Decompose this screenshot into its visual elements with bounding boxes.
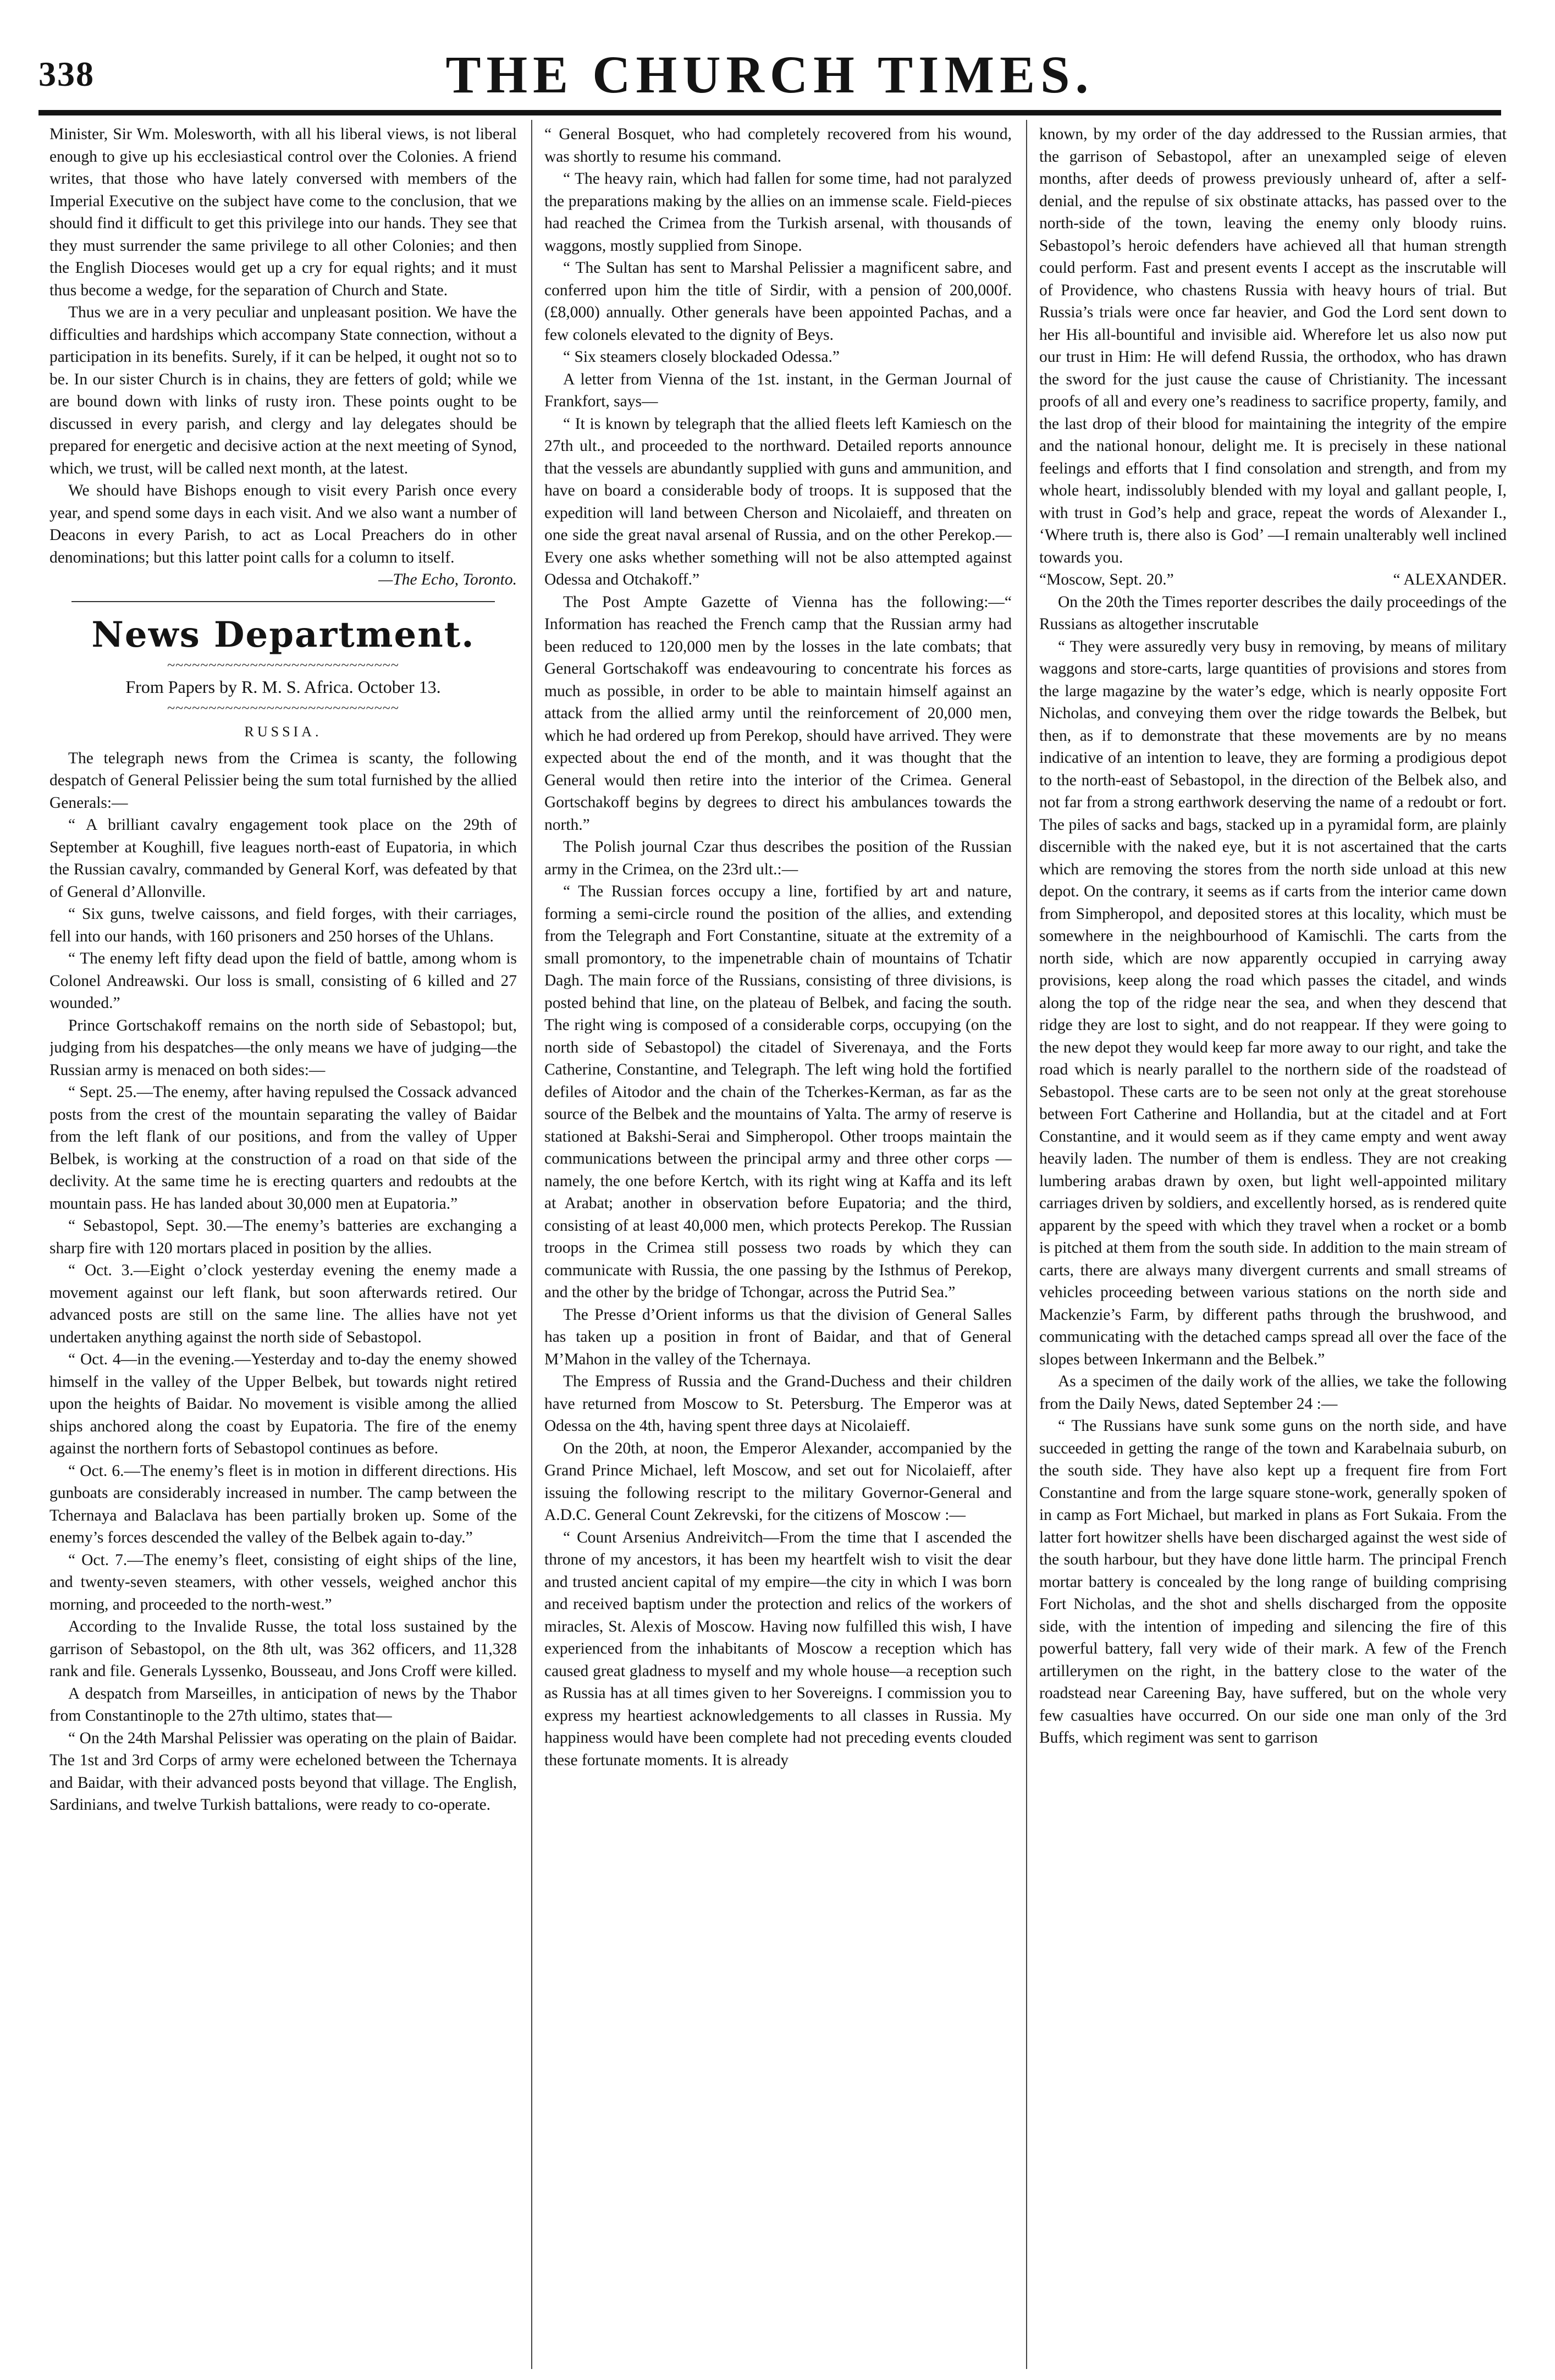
article-paragraph: “ Oct. 4—in the evening.—Yesterday and to-day the enemy showed himself in the valley of the Upper Belbek, but towards night retired upon the heights of Baidar. No movement is visible among the allied ships anchored along the coast by Eupatoria. The fire of the enemy against the northern forts of Sebastopol continues as before. [49,1351,517,1457]
article-paragraph: The Empress of Russia and the Grand-Duchess and their children have returned from Moscow to St. Petersburg. The Emperor was at Odessa on the 4th, having spent three days at Nicolaieff. [544,1373,1012,1435]
page-number: 338 [38,54,95,93]
article-paragraph: “ It is known by telegraph that the allied fleets left Kamiesch on the 27th ult., and proceeded to the northward. Detailed reports announce that the vessels are abundantly supplied with guns and ammunition, and have on board a considerable body of troops. It is supposed that the expedition will land between Cherson and Nicolaieff, and threaten on one side the great naval arsenal of Russia, and on the other Perekop.—Every one asks whether something will not be also attempted against Odessa and Otchakoff.” [544,415,1012,588]
signature-name: “ ALEXANDER. [1393,571,1507,588]
article-paragraph: “ General Bosquet, who had completely recovered from his wound, was shortly to resume his command. [544,125,1012,166]
signature-place-date: “Moscow, Sept. 20.” [1039,571,1174,588]
article-paragraph: “ The Russian forces occupy a line, fortified by art and nature, forming a semi-circle round the position of the allies, and extending from the Telegraph and Fort Constantine, situate at the extremity of a small promontory, to the impenetrable chain of mountains of Tchatir Dagh. The main force of the Russians, consisting of three divisions, is posted behind that line, on the plateau of Belbek, and facing the south. The right wing is composed of a considerable corps, occupying (on the north side of Sebastopol) the citadel of Siverenaya, and the Forts Catherine, Constantine, and Telegraph. The left wing hold the fortified defiles of Aitodor and the chain of the Tcherkes-Kerman, as far as the source of the Belbek and the mountains of Yalta. The army of reserve is stationed at Bakshi-Serai and Simpheropol. Other troops maintain the communications between the principal army and three other corps —namely, the one before Kertch, with its right wing at Kaffa and its left at Arabat; another in observation before Eupatoria; and the third, consisting of at least 40,000 men, which protects Perekop. The Russian troops in the Crimea still possess two roads by which they can communicate with Russia, the one passing by the Isthmus of Perekop, and the other by the bridge of Tchongar, across the Putrid Sea.” [544,883,1012,1301]
article-paragraph: “ Six guns, twelve caissons, and field forges, with their carriages, fell into our hands, with 160 prisoners and 250 horses of the Uhlans. [49,905,517,945]
article-paragraph: Minister, Sir Wm. Molesworth, with all his liberal views, is not liberal enough to give up his ecclesiastical control over the Colonies. A friend writes, that those who have lately conversed with members of the Imperial Executive on the subject have come to the conclusion, that we should find it difficult to get this privilege into our hands. They see that they must surrender the same privilege to all other Colonies; and then the English Dioceses would get up a cry for equal rights; and it must thus become a wedge, for the separation of Church and State. [49,125,517,299]
ornamental-rule: ~~~~~~~~~~~~~~~~~~~~~~~~~~~~ [167,657,399,673]
article-paragraph: A despatch from Marseilles, in anticipation of news by the Thabor from Constantinople to the 27th ultimo, states that— [49,1684,517,1725]
ornamental-rule: ~~~~~~~~~~~~~~~~~~~~~~~~~~~~ [167,699,399,716]
article-paragraph: We should have Bishops enough to visit every Parish once every year, and spend some days in each visit. And we also want a number of Deacons in every Parish, to act as Local Preachers do in other denominations; but this latter point calls for a column to itself. [49,482,517,566]
news-source-line: From Papers by R. M. S. Africa. October 13. [125,676,441,697]
article-paragraph: The telegraph news from the Crimea is scanty, the following despatch of General Pelissier being the sum total furnished by the allied Generals:— [49,749,517,812]
article-paragraph: “ The enemy left fifty dead upon the field of battle, among whom is Colonel Andreawski. Our loss is small, consisting of 6 killed and 27 wounded.” [49,950,517,1012]
article-paragraph: “ On the 24th Marshal Pelissier was operating on the plain of Baidar. The 1st and 3rd Corps of army were echeloned between the Tchernaya and Baidar, with their advanced posts beyond that village. The English, Sardinians, and twelve Turkish battalions, were ready to co-operate. [49,1729,517,1814]
article-paragraph: “ Oct. 7.—The enemy’s fleet, consisting of eight ships of the line, and twenty-seven steamers, with other vessels, weighed anchor this morning, and proceeded to the north-west.” [49,1551,517,1613]
article-paragraph: “ Six steamers closely blockaded Odessa.” [563,348,840,366]
article-paragraph: The Post Ampte Gazette of Vienna has the following:—“ Information has reached the French camp that the Russian army had been reduced to 120,000 men by the losses in the late combats; that General Gortschakoff was endeavouring to concentrate his forces as much as possible, in order to be able to maintain himself against an attack from the allied army until the reinforcement of 20,000 men, which he had ordered up from Perekop, should have arrived. They were expected about the end of the month, and it was thought that the General would then retire into the interior of the Crimea. General Gortschakoff begins by degrees to direct his ambulances towards the north.” [544,593,1012,834]
column-middle [544,123,1012,2361]
article-paragraph: The Polish journal Czar thus describes the position of the Russian army in the Crimea, on the 23rd ult.:— [544,838,1012,878]
rescript-signature [1039,569,1507,591]
column-divider [1026,120,1027,2369]
article-paragraph: On the 20th the Times reporter describes the daily proceedings of the Russians as altogether inscrutable [1039,593,1507,633]
article-paragraph: A letter from Vienna of the 1st. instant, in the German Journal of Frankfort, says— [544,370,1012,410]
article-paragraph: According to the Invalide Russe, the total loss sustained by the garrison of Sebastopol, on the 8th ult, was 362 officers, and 11,328 rank and file. Generals Lyssenko, Bousseau, and Jons Croff were killed. [49,1618,517,1680]
article-paragraph: “ Oct. 6.—The enemy’s fleet is in motion in different directions. His gunboats are considerably increased in number. The camp between the Tchernaya and Balaclava has been partially broken up. Some of the enemy’s forces descended the valley of the Belbek again to-day.” [49,1462,517,1546]
article-paragraph: “ Oct. 3.—Eight o’clock yesterday evening the enemy made a movement against our left flank, but soon afterwards retired. Our advanced posts are still on the same line. The allies have not yet undertaken anything against the north side of Sebastopol. [49,1261,517,1346]
section-heading-russia: RUSSIA. [244,723,322,740]
section-rule [71,601,495,602]
article-paragraph: “ The Russians have sunk some guns on the north side, and have succeeded in getting the range of the town and Karabelnaia suburb, on the south side. They have also kept up a frequent fire from Fort Constantine and from the large square stone-work, generally spoken of in camp as Fort Michael, but marked in plans as Fort Sukaia. From the latter fort howitzer shells have been discharged against the west side of the south harbour, but they have done little harm. The principal French mortar battery is concealed by the long range of building comprising Fort Nicholas, and the shot and shells discharged from the opposite side, with the intention of impeding and silencing the fire of this powerful battery, fall very wide of their mark. A few of the French artillerymen on the right, in the battery close to the water of the roadstead near Careening Bay, have suffered, but on the whole very few casualties have occurred. On our side one man only of the 3rd Buffs, which regiment was sent to garrison [1039,1417,1507,1747]
article-paragraph: “ The heavy rain, which had fallen for some time, had not paralyzed the preparations making by the allies on an immense scale. Field-pieces had reached the Crimea from the Turkish arsenal, with thousands of waggons, mostly supplied from Sinope. [544,170,1012,255]
article-paragraph: The Presse d’Orient informs us that the division of General Salles has taken up a position in front of Baidar, and that of General M’Mahon in the valley of the Tchernaya. [544,1305,1012,1368]
article-paragraph: “ The Sultan has sent to Marshal Pelissier a magnificent sabre, and conferred upon him the title of Sirdir, with a pension of 200,000f. (£8,000) annually. Other generals have been appointed Pachas, and a few colonels elevated to the dignity of Beys. [544,259,1012,344]
article-paragraph: On the 20th, at noon, the Emperor Alexander, accompanied by the Grand Prince Michael, left Moscow, and set out for Nicolaieff, after issuing the following rescript to the military Governor-General and A.D.C. General Count Zekrevski, for the citizens of Moscow :— [544,1439,1012,1524]
article-paragraph: Thus we are in a very peculiar and unpleasant position. We have the difficulties and hardships which accompany State connection, without a participation in its benefits. Surely, if it can be helped, it ought not so to be. In our sister Church is in chains, they are fetters of gold; while we are bound down with links of rusty iron. These points ought to be discussed in every parish, and clergy and lay delegates should be prepared for energetic and decisive action at the next meeting of Synod, which, we trust, will be called next month, at the latest. [49,304,517,477]
column-right [1039,123,1507,2361]
news-department-heading: News Department. [91,614,475,655]
article-paragraph: “ Sept. 25.—The enemy, after having repulsed the Cossack advanced posts from the crest of the mountain separating the valley of Baidar from the left flank of our positions, and from the valley of Upper Belbek, is working at the construction of a road on that side of the declivity. At the same time he is erecting quarters and redoubts at the mountain pass. He has landed about 30,000 men at Eupatoria.” [49,1083,517,1213]
newspaper-title: THE CHURCH TIMES. [445,45,1094,104]
masthead-rule [38,110,1501,115]
article-paragraph: “ They were assuredly very busy in removing, by means of military waggons and store-carts, large quantities of provisions and stores from the large magazine by the water’s edge, which is nearly opposite Fort Nicholas, and conveying them over the ridge towards the Belbek, but then, as if to demonstrate that these movements are by no means indicative of an intention to leave, they are forming a prodigious depot to the north-east of Sebastopol, in the direction of the Belbek also, and not far from a strong earthwork deserving the name of a redoubt or fort. The piles of sacks and bags, stacked up in a pyramidal form, are plainly discernible with the naked eye, but it is not ascertained that the carts which are removing the stores from the north side unload at this new depot. On the contrary, it seems as if carts from the interior came down from Simpheropol, and deposited stores at this locality, which must be somewhere in the neighbourhood of Kamischli. The carts from the north side, which are now apparently occupied in carrying away provisions, keep along the road which passes the citadel, and winds along the top of the ridge near the sea, and when they descend that ridge they are lost to sight, and do not reappear. If they were going to the new depot they would keep far more away to our right, and take the road which is nearly parallel to the northern side of the roadstead of Sebastopol. These carts are to be seen not only at the great storehouse between Fort Catherine and Hollandia, but at the citadel and at Fort Constantine, and it would seem as if they came empty and went away heavily laden. The number of them is endless. They are not creaking lumbering arabas drawn by oxen, but light well-appointed military carriages driven by soldiers, and excellently horsed, as is rendered quite apparent by the speed with which they travel when a rocket or a bomb is pitched at them from the south side. In addition to the main stream of carts, there are always many divergent currents and small streams of vehicles proceeding between various stations on the north side and Mackenzie’s Farm, by different paths through the brushwood, and communicating with the detached camps spread all over the face of the slopes between Inkermann and the Belbek.” [1039,637,1507,1368]
article-source: —The Echo, Toronto. [378,571,517,588]
column-divider [531,120,532,2369]
article-paragraph: Prince Gortschakoff remains on the north side of Sebastopol; but, judging from his despatches—the only means we have of judging—the Russian army is menaced on both sides:— [49,1016,517,1079]
masthead [38,32,1501,114]
article-paragraph: “ Count Arsenius Andreivitch—From the time that I ascended the throne of my ancestors, it has been my heartfelt wish to visit the dear and trusted ancient capital of my empire—the city in which I was born and received baptism under the protection and relics of the workers of miracles, St. Alexis of Moscow. Having now fulfilled this wish, I have experienced from the inhabitants of Moscow a reception which has caused great gladness to myself and my whole house—a reception such as Russia has at all times given to her Sovereigns. I commission you to express my heartiest acknowledgements to all classes in Russia. My happiness would have been complete had not preceding events clouded these fortunate moments. It is already [544,1528,1012,1769]
article-paragraph: As a specimen of the daily work of the allies, we take the following from the Daily News, dated September 24 :— [1039,1373,1507,1413]
column-left [49,123,517,2361]
article-paragraph: “ A brilliant cavalry engagement took place on the 29th of September at Koughill, five leagues north-east of Eupatoria, in which the Russian cavalry, commanded by General Korf, was defeated by that of General d’Allonville. [49,816,517,901]
article-paragraph: “ Sebastopol, Sept. 30.—The enemy’s batteries are exchanging a sharp fire with 120 mortars placed in position by the allies. [49,1217,517,1257]
article-paragraph: known, by my order of the day addressed to the Russian armies, that the garrison of Sebastopol, after an unexampled seige of eleven months, after deeds of prowess previously unheard of, after a self-denial, and the repulse of six obstinate attacks, has passed over to the north-side of the town, leaving the enemy only bloody ruins. Sebastopol’s heroic defenders have achieved all that human strength could perform. Fast and present events I accept as the inscrutable will of Providence, who chastens Russia with heavy hours of trial. But Russia’s trials were once far heavier, and God the Lord sent down to her His all-bountiful and invisible aid. Wherefore let us also now put our trust in Him: He will defend Russia, the orthodox, who has drawn the sword for the just cause the cause of Christianity. The incessant proofs of all and every one’s readiness to sacrifice property, family, and the last drop of their blood for maintaining the integrity of the empire and the national honour, delight me. It is precisely in these national feelings and efforts that I find consolation and strength, and from my whole heart, indissolubly blended with my loyal and gallant people, I, with trust in God’s help and grace, repeat the words of Alexander I., ‘Where truth is, there also is God’ —I remain unalterably well inclined towards you. [1039,125,1507,566]
